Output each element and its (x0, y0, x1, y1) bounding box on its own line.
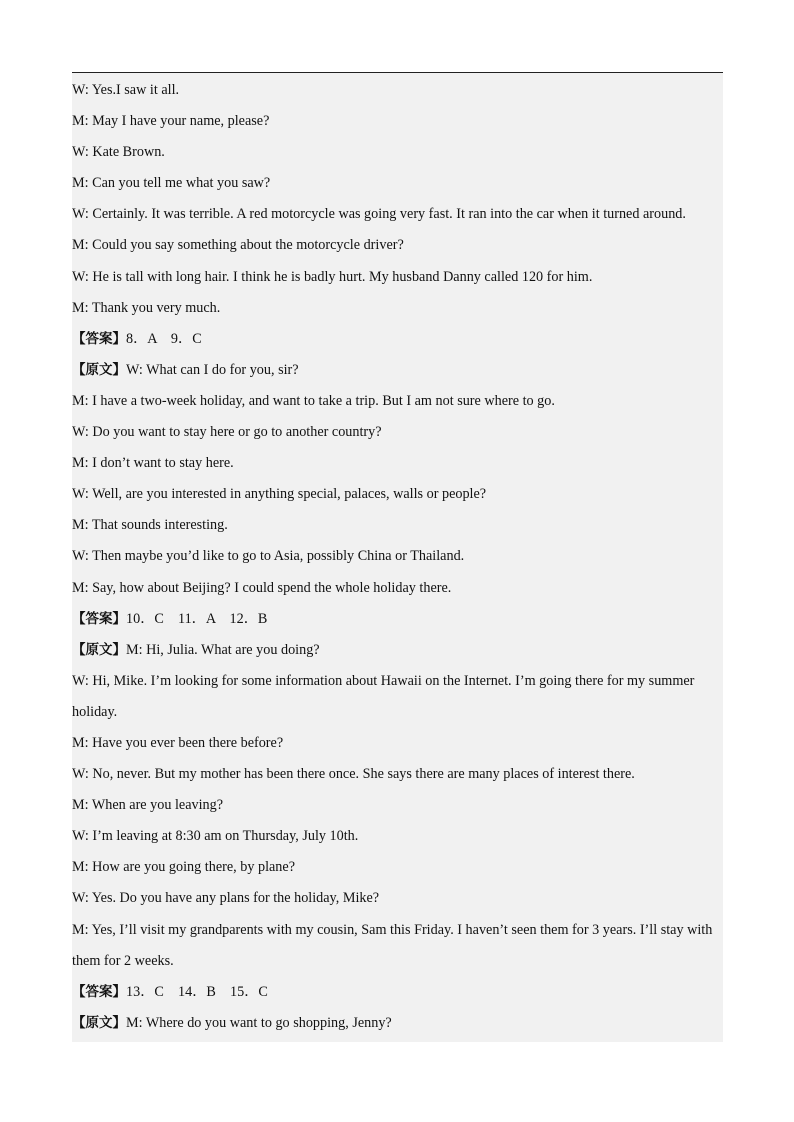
answer-line (72, 977, 723, 1008)
dialogue-line (72, 510, 723, 541)
line-text: W: No, never. But my mother has been there once. She says there are many places of interest there. (72, 766, 635, 783)
line-text: them for 2 weeks. (72, 952, 174, 969)
dialogue-line (72, 386, 723, 417)
dialogue-line (72, 541, 723, 572)
line-text: M: Can you tell me what you saw? (72, 175, 271, 192)
dialogue-line (72, 759, 723, 790)
dialogue-line (72, 479, 723, 510)
line-text: W: I’m leaving at 8:30 am on Thursday, July 10th. (72, 828, 359, 845)
transcript-heading-line (72, 1008, 723, 1039)
dialogue-line (72, 915, 723, 946)
dialogue-line (72, 293, 723, 324)
source-text-tag: 【原文】 (72, 641, 126, 658)
line-text: M: How are you going there, by plane? (72, 859, 295, 876)
line-text: M: I don’t want to stay here. (72, 455, 234, 472)
line-text: M: Yes, I’ll visit my grandparents with my cousin, Sam this Friday. I haven’t seen them for 3 years. I’ll stay with (72, 921, 713, 938)
line-text: M: Where do you want to go shopping, Jenny? (126, 1014, 392, 1031)
line-text: W: Yes.I saw it all. (72, 82, 180, 98)
line-text: W: Yes. Do you have any plans for the holiday, Mike? (72, 890, 380, 907)
dialogue-line (72, 262, 723, 293)
answer-tag: 【答案】 (72, 983, 126, 1000)
line-text: W: Kate Brown. (72, 144, 165, 161)
source-text-tag: 【原文】 (72, 361, 126, 378)
dialogue-line (72, 106, 723, 137)
dialogue-line (72, 790, 723, 821)
dialogue-line (72, 728, 723, 759)
line-text: M: Could you say something about the motorcycle driver? (72, 237, 404, 254)
line-text: M: When are you leaving? (72, 797, 224, 814)
line-text: W: Then maybe you’d like to go to Asia, possibly China or Thailand. (72, 548, 465, 565)
line-text: M: Thank you very much. (72, 299, 221, 316)
answer-line (72, 604, 723, 635)
line-text: W: He is tall with long hair. I think he is badly hurt. My husband Danny called 120 for him. (72, 268, 593, 285)
line-text: W: Do you want to stay here or go to another country? (72, 424, 382, 441)
line-text: 13．C 14．B 15．C (126, 983, 268, 1000)
line-text: 10．C 11．A 12．B (126, 610, 268, 627)
line-text: 8．A 9．C (126, 330, 202, 347)
dialogue-line (72, 883, 723, 914)
dialogue-line (72, 697, 723, 728)
line-text: M: Say, how about Beijing? I could spend the whole holiday there. (72, 579, 452, 596)
dialogue-line (72, 168, 723, 199)
dialogue-line (72, 448, 723, 479)
line-text: M: Hi, Julia. What are you doing? (126, 641, 320, 658)
document-body (72, 73, 723, 1042)
line-text: W: Well, are you interested in anything special, palaces, walls or people? (72, 486, 487, 503)
dialogue-line (72, 821, 723, 852)
transcript-heading-line (72, 635, 723, 666)
dialogue-line (72, 199, 723, 230)
dialogue-line (72, 852, 723, 883)
line-text: W: Certainly. It was terrible. A red motorcycle was going very fast. It ran into the car when it turned around. (72, 206, 686, 223)
line-text: holiday. (72, 703, 118, 720)
dialogue-line (72, 666, 723, 697)
line-text: W: Hi, Mike. I’m looking for some information about Hawaii on the Internet. I’m going there for my summer (72, 672, 695, 689)
dialogue-line (72, 417, 723, 448)
answer-line (72, 324, 723, 355)
answer-tag: 【答案】 (72, 330, 126, 347)
source-text-tag: 【原文】 (72, 1014, 126, 1031)
line-text: M: Have you ever been there before? (72, 734, 284, 751)
answer-tag: 【答案】 (72, 610, 126, 627)
line-text: W: What can I do for you, sir? (126, 361, 299, 378)
dialogue-line (72, 137, 723, 168)
dialogue-line (72, 946, 723, 977)
dialogue-line (72, 573, 723, 604)
line-text: M: I have a two-week holiday, and want to take a trip. But I am not sure where to go. (72, 392, 555, 409)
transcript-heading-line (72, 355, 723, 386)
dialogue-line (72, 230, 723, 261)
line-text: M: May I have your name, please? (72, 113, 270, 130)
line-text: M: That sounds interesting. (72, 517, 228, 534)
dialogue-line (72, 75, 723, 106)
